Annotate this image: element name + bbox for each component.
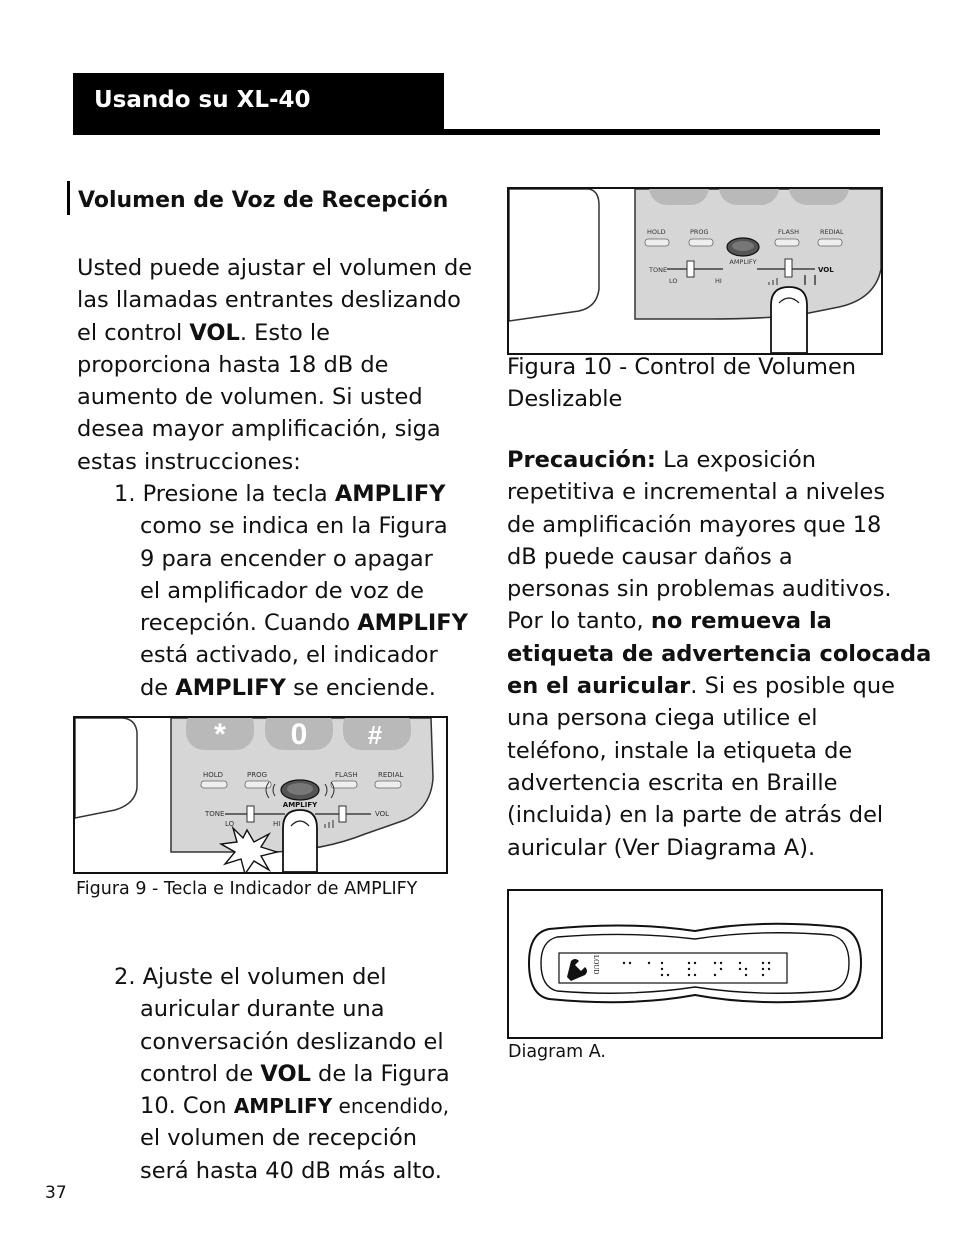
step-2 bbox=[114, 961, 450, 1187]
text-span: 10. Con bbox=[140, 1093, 234, 1120]
phone-keypad-illustration bbox=[75, 718, 446, 872]
figure-10 bbox=[507, 187, 883, 355]
vol-label: VOL bbox=[375, 810, 390, 818]
section-header bbox=[73, 73, 444, 135]
key-star: * bbox=[214, 718, 226, 751]
volume-slider-illustration bbox=[509, 189, 881, 353]
text-span: . Esto le bbox=[239, 319, 330, 346]
text-line: el volumen de recepción bbox=[140, 1125, 418, 1152]
bold-term: no remueva la bbox=[650, 608, 832, 635]
caution-label: Precaución: bbox=[507, 447, 656, 473]
bold-term: AMPLIFY bbox=[334, 481, 446, 507]
lo-label: LO bbox=[225, 820, 235, 828]
flash-label: FLASH bbox=[335, 771, 358, 779]
step-1 bbox=[114, 478, 468, 704]
redial-label: REDIAL bbox=[378, 771, 404, 779]
text-line: será hasta 40 dB más alto. bbox=[140, 1157, 442, 1184]
text-line: Figura 10 - Control de Volumen bbox=[507, 354, 857, 380]
text-line: teléfono, instale la etiqueta de bbox=[507, 737, 853, 764]
text-line: auricular durante una bbox=[140, 996, 385, 1023]
text-span: el control bbox=[77, 319, 190, 346]
text-line: las llamadas entrantes deslizando bbox=[77, 287, 461, 314]
prog-label: PROG bbox=[690, 228, 709, 236]
text-line: conversación deslizando el bbox=[140, 1028, 444, 1055]
hi-label: HI bbox=[273, 820, 281, 828]
text-span: control de bbox=[140, 1060, 261, 1087]
text-line: auricular (Ver Diagrama A). bbox=[507, 834, 816, 861]
header-title: Usando su XL-40 bbox=[94, 87, 311, 113]
intro-paragraph bbox=[77, 252, 472, 478]
text-line: repetitiva e incremental a niveles bbox=[507, 479, 886, 506]
figure-10-caption bbox=[507, 351, 856, 416]
bold-term: VOL bbox=[260, 1060, 311, 1087]
bold-term: VOL bbox=[189, 319, 240, 346]
text-line: Deslizable bbox=[507, 386, 623, 413]
header-rule bbox=[444, 129, 880, 135]
loud-label: LOUD bbox=[592, 955, 600, 975]
text-span: La exposición bbox=[655, 447, 816, 473]
redial-label: REDIAL bbox=[820, 228, 844, 236]
section-marker bbox=[67, 181, 70, 215]
handset-braille-label-illustration bbox=[509, 891, 881, 1037]
text-span: recepción. Cuando bbox=[140, 610, 358, 637]
key-zero: 0 bbox=[290, 718, 308, 751]
text-line: (incluida) en la parte de atrás del bbox=[507, 802, 884, 829]
text-line: estas instrucciones: bbox=[77, 448, 301, 475]
bold-term: AMPLIFY bbox=[233, 1094, 333, 1119]
text-line: Usted puede ajustar el volumen de bbox=[77, 255, 473, 281]
hi-label: HI bbox=[715, 277, 722, 285]
bold-term: etiqueta de advertencia colocada bbox=[507, 640, 932, 667]
vol-label: VOL bbox=[818, 266, 834, 274]
text-line: 2. Ajuste el volumen del bbox=[114, 964, 387, 990]
text-line: aumento de volumen. Si usted bbox=[77, 384, 423, 411]
bold-term: AMPLIFY bbox=[175, 674, 286, 701]
diagram-a-caption: Diagram A. bbox=[508, 1042, 606, 1062]
text-span: Por lo tanto, bbox=[507, 608, 651, 635]
flash-label: FLASH bbox=[778, 228, 799, 236]
hold-label: HOLD bbox=[647, 228, 666, 236]
text-span: se enciende. bbox=[285, 674, 436, 701]
tone-label: TONE bbox=[649, 266, 668, 274]
text-line: de amplificación mayores que 18 bbox=[507, 511, 882, 538]
text-span: . Si es posible que bbox=[690, 673, 895, 700]
text-line: está activado, el indicador bbox=[140, 642, 438, 669]
text-line: una persona ciega utilice el bbox=[507, 705, 818, 732]
text-line: el amplificador de voz de bbox=[140, 577, 424, 604]
text-span: de bbox=[140, 674, 176, 701]
amplify-label: AMPLIFY bbox=[282, 801, 318, 809]
tone-label: TONE bbox=[205, 810, 225, 818]
diagram-a bbox=[507, 889, 883, 1039]
text-span: encendido, bbox=[332, 1094, 450, 1119]
prog-label: PROG bbox=[247, 771, 268, 779]
text-line: dB puede causar daños a bbox=[507, 543, 793, 570]
lo-label: LO bbox=[669, 277, 678, 285]
bold-term: en el auricular bbox=[507, 673, 691, 700]
key-hash: # bbox=[367, 720, 383, 750]
text-line: personas sin problemas auditivos. bbox=[507, 576, 892, 603]
figure-9-caption: Figura 9 - Tecla e Indicador de AMPLIFY bbox=[76, 879, 418, 899]
caution-paragraph bbox=[507, 444, 931, 864]
finger-icon bbox=[771, 287, 807, 353]
text-line: como se indica en la Figura bbox=[140, 513, 448, 540]
amplify-label: AMPLIFY bbox=[729, 258, 757, 266]
text-span: de la Figura bbox=[310, 1060, 450, 1087]
text-span: 1. Presione la tecla bbox=[114, 481, 335, 507]
text-line: 9 para encender o apagar bbox=[140, 545, 433, 572]
text-line: proporciona hasta 18 dB de bbox=[77, 351, 389, 378]
hold-label: HOLD bbox=[203, 771, 224, 779]
finger-icon bbox=[283, 810, 317, 872]
bold-term: AMPLIFY bbox=[357, 610, 468, 637]
section-title: Volumen de Voz de Recepción bbox=[78, 188, 449, 213]
text-line: desea mayor amplificación, siga bbox=[77, 416, 441, 443]
page-number: 37 bbox=[45, 1183, 67, 1203]
amplify-button-icon bbox=[727, 238, 759, 256]
text-line: advertencia escrita en Braille bbox=[507, 769, 838, 796]
figure-9 bbox=[73, 716, 448, 874]
